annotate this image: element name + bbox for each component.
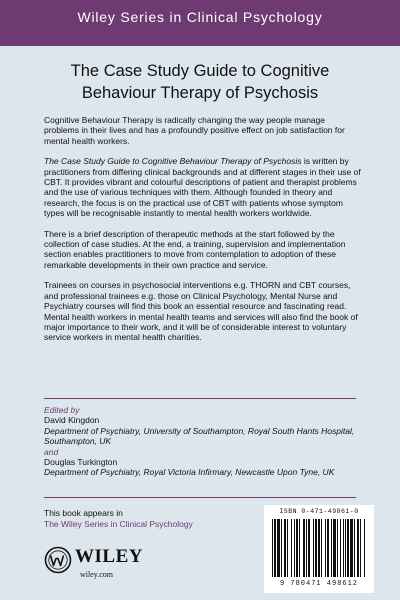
book-title <box>20 60 380 104</box>
book-title-line-1: The Case Study Guide to Cognitive <box>70 62 330 80</box>
editor-1-affiliation: Department of Psychiatry, University of Southampton, Royal South Hants Hospital, Southampton, UK <box>44 425 355 447</box>
blurb-paragraph-2-text: is written by practitioners from differing clinical backgrounds and at different stages in their use of CBT. It provides vibrant and colourful descriptions of patient and therapist problems and the use of various techniques with them. Although founded in theory and research, the focus is on the practical use of CBT with patients whose symptom types will be recognisable instantly to mental health workers worldwide. <box>44 156 361 219</box>
divider-top <box>44 398 356 399</box>
editor-2-name: Douglas Turkington <box>44 457 118 468</box>
wiley-emblem-icon <box>44 546 72 574</box>
barcode-bars-icon <box>270 519 368 577</box>
wiley-logo <box>44 546 143 586</box>
barcode-digits: 9 780471 498612 <box>279 580 358 588</box>
series-note <box>44 508 264 530</box>
book-title-line-2: Behaviour Therapy of Psychosis <box>81 84 319 102</box>
and-label: and <box>44 446 59 457</box>
divider-bottom <box>44 497 356 498</box>
barcode <box>264 505 374 593</box>
series-title: Wiley Series in Clinical Psychology <box>77 9 323 25</box>
blurb-paragraph-1: Cognitive Behaviour Therapy is radically changing the way people manage problems in their lives and has a profoundly positive effect on job satisfaction for mental health workers. <box>44 115 345 146</box>
editor-2-affiliation: Department of Psychiatry, Royal Victoria Infirmary, Newcastle Upon Tyne, UK <box>44 467 335 478</box>
blurb-paragraph-4: Trainees on courses in psychosocial interventions e.g. THORN and CBT courses, and professional trainees e.g. those on Clinical Psychology, Mental Nurse and Psychiatry courses will find this book an essential resource and fascinating read. Mental health workers in mental health teams and services will also find the book of major importance to their work, and it will be of considerable interest to voluntary service workers in mental health charities. <box>44 280 358 343</box>
edited-by-label: Edited by <box>44 405 80 415</box>
isbn-number: ISBN 0-471-49861-0 <box>279 508 359 515</box>
blurb <box>44 115 362 353</box>
series-note-name: The Wiley Series in Clinical Psychology <box>44 519 193 529</box>
series-note-line: This book appears in <box>44 508 123 518</box>
editor-credits <box>44 405 374 478</box>
blurb-paragraph-2 <box>44 156 362 218</box>
publisher-url[interactable]: wiley.com <box>80 570 114 579</box>
editor-1-name: David Kingdon <box>44 415 100 426</box>
inline-book-title: The Case Study Guide to Cognitive Behaviour Therapy of Psychosis <box>44 156 302 167</box>
series-banner <box>0 0 400 46</box>
blurb-paragraph-3: There is a brief description of therapeutic methods at the start followed by the collection of case studies. At the end, a training, supervision and implementation section enables practitioners to move from contemplation to adoption of these remarkable developments in their own practice and service. <box>44 228 346 270</box>
publisher-name: WILEY <box>75 546 143 567</box>
